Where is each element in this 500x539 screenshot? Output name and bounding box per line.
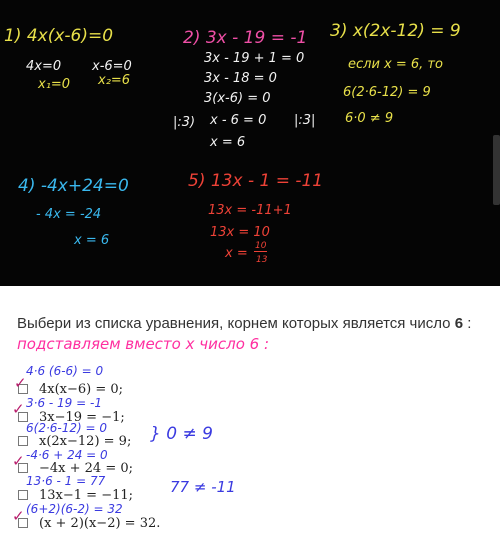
option-1[interactable]	[18, 381, 123, 397]
p3-head: 3) x(2x-12) = 9	[330, 21, 461, 41]
question-body: Выбери из списка уравнения, корнем которых является число	[17, 315, 451, 332]
p2-line5: x = 6	[210, 135, 246, 150]
p1-head: 1) 4x(x-6)=0	[4, 26, 114, 46]
option-5-equation: 13x−1 = −11;	[39, 487, 134, 503]
option-5-side-note: 77 ≠ -11	[170, 478, 236, 496]
p2-line3: 3(x-6) = 0	[204, 91, 271, 106]
question-text	[17, 314, 487, 355]
p1-line3: x₁=0	[38, 77, 71, 92]
question-number: 6	[454, 315, 464, 332]
option-3-side-note: } 0 ≠ 9	[150, 424, 213, 444]
option-2-equation: 3x−19 = −1;	[39, 409, 125, 425]
p3-line2: 6(2·6-12) = 9	[343, 85, 431, 100]
p4-line2: x = 6	[74, 233, 110, 248]
p2-line2: 3x - 18 = 0	[204, 71, 277, 86]
question-colon: :	[463, 315, 472, 332]
check-mark-icon: ✓	[12, 452, 25, 470]
p2-head: 2) 3x - 19 = -1	[183, 28, 308, 48]
p2-line4-left: |:3)	[173, 115, 196, 130]
p5-frac-num: 10	[255, 241, 267, 251]
check-mark-icon: ✓	[12, 507, 25, 525]
p5-line1: 13x = -11+1	[208, 203, 292, 218]
p1-line4: x₂=6	[98, 73, 131, 88]
option-6-note: (6+2)(6-2) = 32	[26, 502, 123, 516]
p5-frac-den: 13	[256, 255, 268, 265]
p2-line4-right: |:3|	[294, 113, 316, 128]
option-1-equation: 4x(x−6) = 0;	[39, 381, 124, 397]
option-5-checkbox[interactable]	[18, 490, 28, 500]
option-1-note: 4·6 (6-6) = 0	[26, 364, 104, 378]
option-2-note: 3·6 - 19 = -1	[26, 396, 102, 410]
p2-line4: x - 6 = 0	[210, 113, 267, 128]
option-3-equation: x(2x−12) = 9;	[39, 433, 132, 449]
p3-line1: если x = 6, то	[348, 57, 443, 72]
option-5[interactable]	[18, 487, 133, 503]
scrollbar[interactable]	[493, 135, 500, 205]
option-4-note: -4·6 + 24 = 0	[26, 448, 108, 462]
p5-head: 5) 13x - 1 = -11	[188, 171, 324, 191]
handwritten-instruction: подставляем вместо x число 6 :	[17, 335, 270, 353]
p5-line2: 13x = 10	[210, 225, 270, 240]
check-mark-icon: ✓	[14, 374, 27, 392]
check-mark-icon: ✓	[12, 400, 25, 418]
p5-line3: x =	[225, 246, 248, 261]
option-4-equation: −4x + 24 = 0;	[39, 460, 134, 476]
option-6[interactable]	[18, 515, 160, 531]
p3-line3: 6·0 ≠ 9	[345, 111, 394, 126]
p4-line1: - 4x = -24	[36, 207, 102, 222]
p1-line1: 4x=0	[26, 59, 62, 74]
option-5-note: 13·6 - 1 = 77	[26, 474, 106, 488]
option-3-note: 6(2·6-12) = 0	[26, 421, 107, 435]
p4-head: 4) -4x+24=0	[18, 176, 129, 196]
p2-line1: 3x - 19 + 1 = 0	[204, 51, 305, 66]
p1-line2: x-6=0	[92, 59, 132, 74]
option-3[interactable]	[18, 433, 131, 449]
option-6-equation: (x + 2)(x−2) = 32.	[39, 515, 161, 531]
option-3-checkbox[interactable]	[18, 436, 28, 446]
